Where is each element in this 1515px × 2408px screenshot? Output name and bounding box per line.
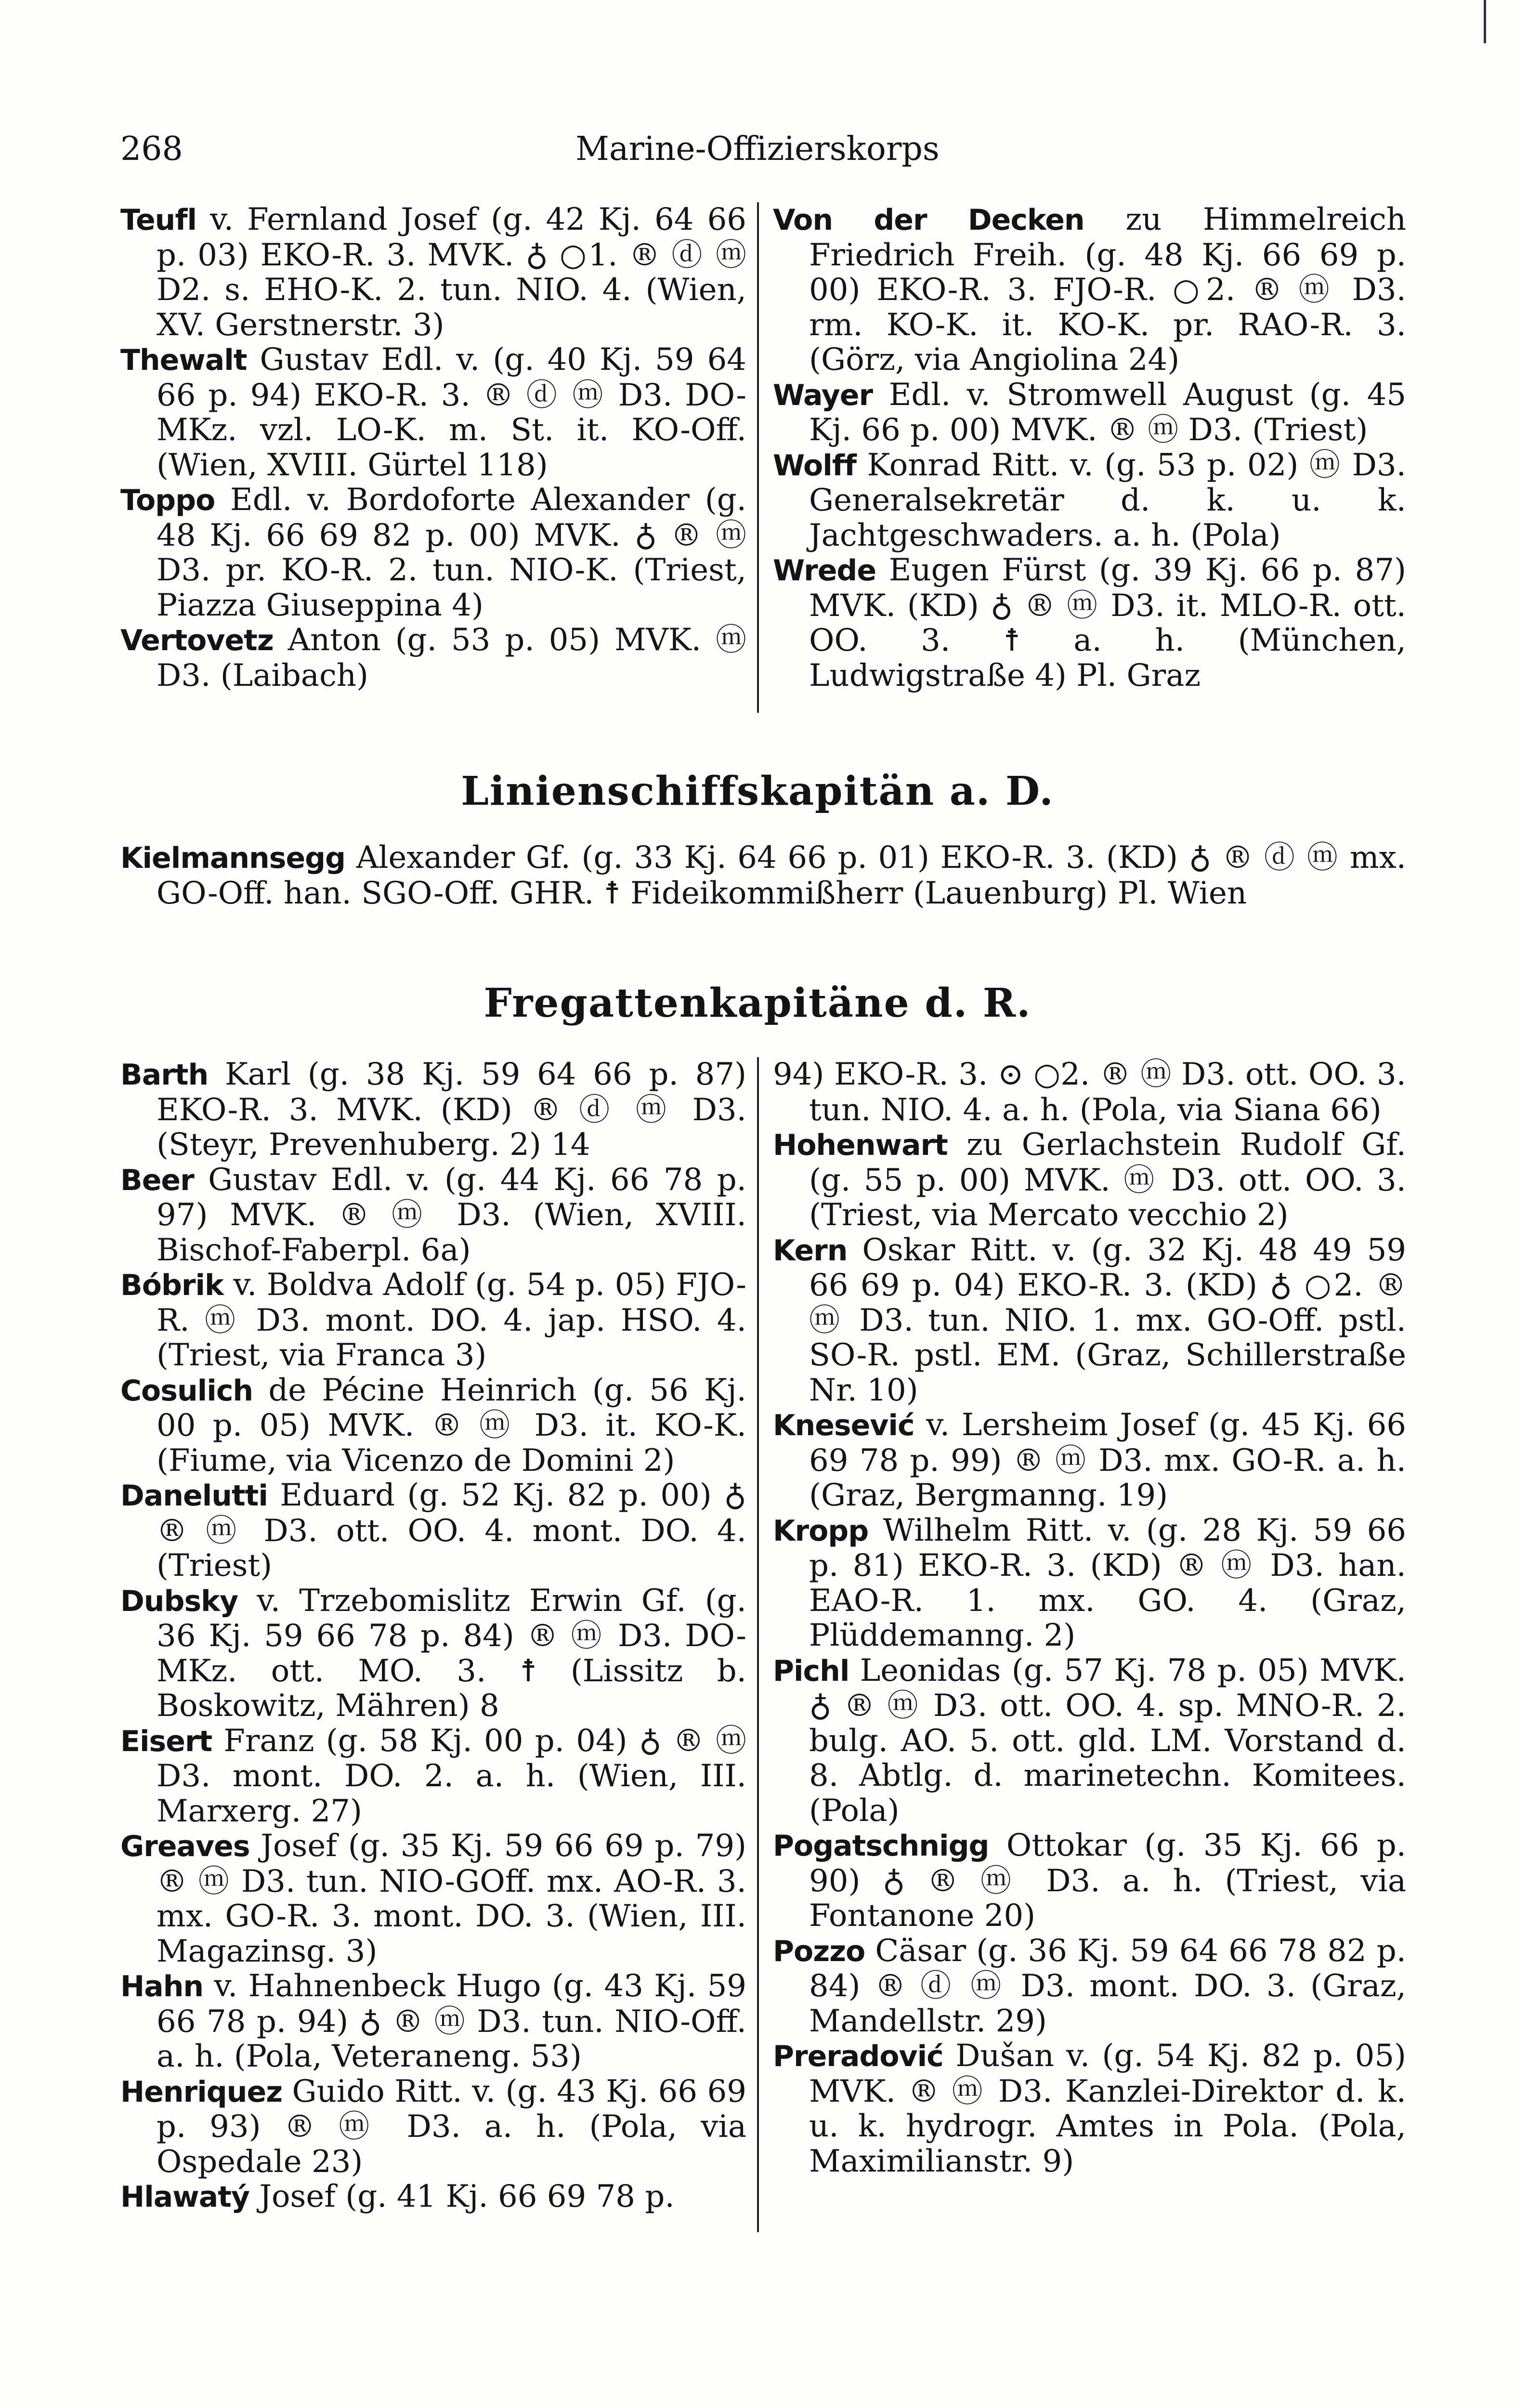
list-item: Barth Karl (g. 38 Kj. 59 64 66 p. 87) EKO-R. 3. MVK. (KD) ® ⓓ ⓜ D3. (Steyr, Prevenhuberg. 2) 14 (120, 1057, 746, 1163)
top-left-column (120, 202, 746, 693)
column-divider (757, 1057, 759, 2232)
section-heading-fregattenkapitaene: Fregattenkapitäne d. R. (483, 980, 1032, 1026)
list-item: Toppo Edl. v. Bordoforte Alexander (g. 48 Kj. 66 69 82 p. 00) MVK. ♁ ® ⓜ D3. pr. KO-R. 2. tun. NIO-K. (Triest, Piazza Giuseppina 4) (120, 482, 746, 623)
list-item: Cosulich de Pécine Heinrich (g. 56 Kj. 00 p. 05) MVK. ® ⓜ D3. it. KO-K. (Fiume, via Vicenzo de Domini 2) (120, 1372, 746, 1479)
section1-entries (120, 840, 1406, 911)
page-corner-mark (1484, 0, 1505, 43)
list-item: Von der Decken zu Himmelreich Friedrich Freih. (g. 48 Kj. 66 69 p. 00) EKO-R. 3. FJO-R. ○2. ® ⓜ D3. rm. KO-K. it. KO-K. pr. RAO-R. 3. (Görz, via Angiolina 24) (773, 202, 1406, 378)
list-item: Dubsky v. Trzebomislitz Erwin Gf. (g. 36 Kj. 59 66 78 p. 84) ® ⓜ D3. DO-MKz. ott. MO. 3. ☨ (Lissitz b. Boskowitz, Mähren) 8 (120, 1583, 746, 1724)
column-divider (757, 202, 759, 713)
section2-left-column (120, 1057, 746, 2215)
list-item: Pozzo Cäsar (g. 36 Kj. 59 64 66 78 82 p. 84) ® ⓓ ⓜ D3. mont. DO. 3. (Graz, Mandellstr. 29) (773, 1933, 1406, 2039)
list-item: Vertovetz Anton (g. 53 p. 05) MVK. ⓜ D3. (Laibach) (120, 622, 746, 694)
list-item: Wolff Konrad Ritt. v. (g. 53 p. 02) ⓜ D3. Generalsekretär d. k. u. k. Jachtgeschwaders. a. h. (Pola) (773, 447, 1406, 553)
list-item: Preradović Dušan v. (g. 54 Kj. 82 p. 05) MVK. ® ⓜ D3. Kanzlei-Direktor d. k. u. k. hydrogr. Amtes in Pola. (Pola, Maximilianstr. 9) (773, 2038, 1406, 2179)
list-item: Kielmannsegg Alexander Gf. (g. 33 Kj. 64 66 p. 01) EKO-R. 3. (KD) ♁ ® ⓓ ⓜ mx. GO-Off. han. SGO-Off. GHR. ☨ Fideikommißherr (Lauenburg) Pl. Wien (120, 840, 1406, 911)
top-right-column (773, 202, 1406, 693)
list-item: Thewalt Gustav Edl. v. (g. 40 Kj. 59 64 66 p. 94) EKO-R. 3. ® ⓓ ⓜ D3. DO-MKz. vzl. LO-K. m. St. it. KO-Off. (Wien, XVIII. Gürtel 118) (120, 342, 746, 483)
list-item: Wayer Edl. v. Stromwell August (g. 45 Kj. 66 p. 00) MVK. ® ⓜ D3. (Triest) (773, 377, 1406, 448)
page-number: 268 (120, 130, 183, 168)
section-heading-linienschiffskapitaen: Linienschiffskapitän a. D. (461, 768, 1054, 814)
list-item: Greaves Josef (g. 35 Kj. 59 66 69 p. 79) ® ⓜ D3. tun. NIO-GOff. mx. AO-R. 3. mx. GO-R. 3. mont. DO. 3. (Wien, III. Magazinsg. 3) (120, 1828, 746, 1969)
list-item: Kropp Wilhelm Ritt. v. (g. 28 Kj. 59 66 p. 81) EKO-R. 3. (KD) ® ⓜ D3. han. EAO-R. 1. mx. GO. 4. (Graz, Plüddemanng. 2) (773, 1512, 1406, 1653)
list-item: Pogatschnigg Ottokar (g. 35 Kj. 66 p. 90) ♁ ® ⓜ D3. a. h. (Triest, via Fontanone 20) (773, 1828, 1406, 1934)
list-item: Danelutti Eduard (g. 52 Kj. 82 p. 00) ♁ ® ⓜ D3. ott. OO. 4. mont. DO. 4. (Triest) (120, 1478, 746, 1584)
list-item: Hahn v. Hahnenbeck Hugo (g. 43 Kj. 59 66 78 p. 94) ♁ ® ⓜ D3. tun. NIO-Off. a. h. (Pola, Veteraneng. 53) (120, 1968, 746, 2074)
list-item: Hlawatý Josef (g. 41 Kj. 66 69 78 p. (120, 2179, 675, 2214)
list-item: Eisert Franz (g. 58 Kj. 00 p. 04) ♁ ® ⓜ D3. mont. DO. 2. a. h. (Wien, III. Marxerg. 27) (120, 1723, 746, 1829)
list-item: Kern Oskar Ritt. v. (g. 32 Kj. 48 49 59 66 69 p. 04) EKO-R. 3. (KD) ♁ ○2. ® ⓜ D3. tun. NIO. 1. mx. GO-Off. pstl. SO-R. pstl. EM. (Graz, Schillerstraße Nr. 10) (773, 1232, 1406, 1408)
list-item: Pichl Leonidas (g. 57 Kj. 78 p. 05) MVK. ♁ ® ⓜ D3. ott. OO. 4. sp. MNO-R. 2. bulg. AO. 5. ott. gld. LM. Vorstand d. 8. Abtlg. d. marinetechn. Komitees. (Pola) (773, 1652, 1406, 1829)
list-item: Knesević v. Lersheim Josef (g. 45 Kj. 66 69 78 p. 99) ® ⓜ D3. mx. GO-R. a. h. (Graz, Bergmanng. 19) (773, 1407, 1406, 1513)
list-item: Beer Gustav Edl. v. (g. 44 Kj. 66 78 p. 97) MVK. ® ⓜ D3. (Wien, XVIII. Bischof-Faberpl. 6a) (120, 1162, 746, 1268)
page-title: Marine-Offizierskorps (575, 130, 940, 168)
list-item: Teufl v. Fernland Josef (g. 42 Kj. 64 66 p. 03) EKO-R. 3. MVK. ♁ ○1. ® ⓓ ⓜ D2. s. EHO-K. 2. tun. NIO. 4. (Wien, XV. Gerstnerstr. 3) (120, 202, 746, 343)
list-item: Henriquez Guido Ritt. v. (g. 43 Kj. 66 69 p. 93) ® ⓜ D3. a. h. (Pola, via Ospedale 23) (120, 2073, 746, 2180)
list-item: 94) EKO-R. 3. ⊙ ○2. ® ⓜ D3. ott. OO. 3. tun. NIO. 4. a. h. (Pola, via Siana 66) (773, 1057, 1406, 1128)
list-item: Wrede Eugen Fürst (g. 39 Kj. 66 p. 87) MVK. (KD) ♁ ® ⓜ D3. it. MLO-R. ott. OO. 3. ☨ a. h. (München, Ludwigstraße 4) Pl. Graz (773, 552, 1406, 694)
list-item: Hohenwart zu Gerlachstein Rudolf Gf. (g. 55 p. 00) MVK. ⓜ D3. ott. OO. 3. (Triest, via Mercato vecchio 2) (773, 1127, 1406, 1233)
section2-right-column (773, 1057, 1406, 2179)
list-item: Bóbrik v. Boldva Adolf (g. 54 p. 05) FJO-R. ⓜ D3. mont. DO. 4. jap. HSO. 4. (Triest, via Franca 3) (120, 1267, 746, 1373)
